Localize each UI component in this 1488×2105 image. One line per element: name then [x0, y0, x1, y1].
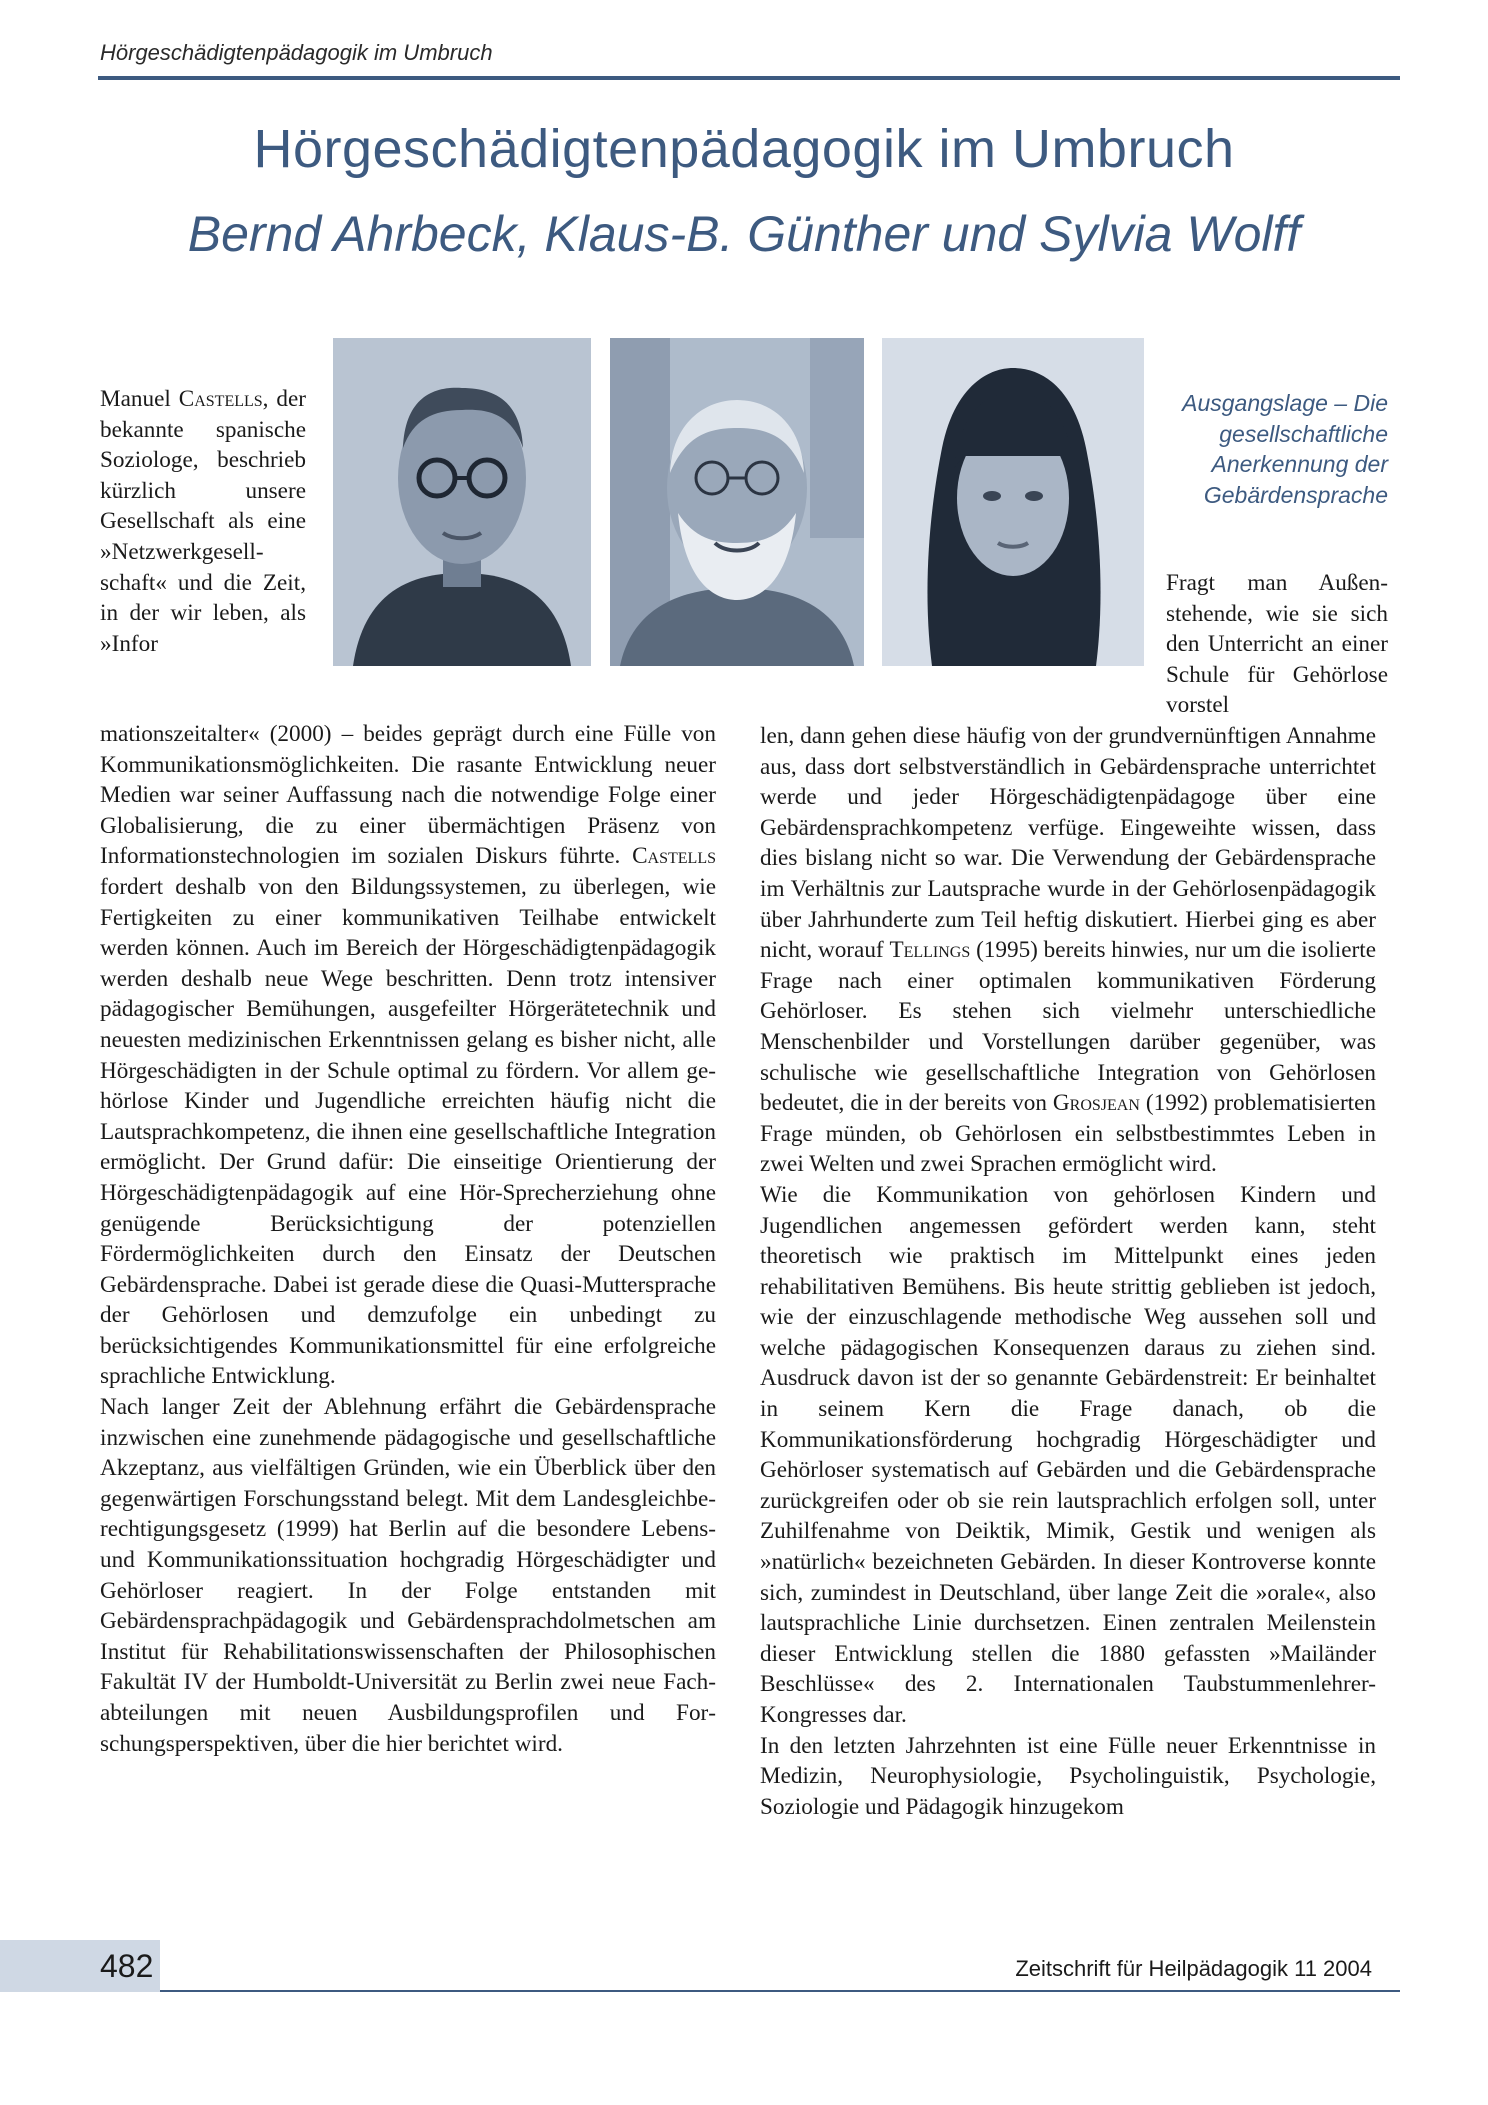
- right-intro: [1166, 568, 1388, 721]
- article-title: Hörgeschädigtenpädagogik im Umbruch: [253, 119, 1235, 179]
- intro-text-2: , der bekannte spanische Soziologe, beschrieb kürzlich unsere Gesellschaft als eine »Netzwerkgesellschaft« und die Zeit, in der wir leben, als »Infor: [100, 386, 306, 657]
- portrait-man-glasses-icon: [333, 338, 591, 666]
- author-photo-1: [333, 338, 591, 666]
- left-column: [100, 719, 716, 1759]
- author-ref-castells: Castells: [178, 386, 263, 412]
- journal-citation: Zeitschrift für Heilpädagogik 11 2004: [1015, 1956, 1372, 1981]
- paragraph: Fragt man Außenstehende, wie sie sich den Unterricht an einer Schule für Gehörlose vorstel: [1166, 570, 1388, 719]
- paragraph-text: fordert deshalb von den Bildungssystemen, zu überlegen, wie Fertigkeiten zu einer kommunikativen Teilhabe entwickelt werden können. Auch im Bereich der Hörgeschädigtenpädagogik werden deshalb neue Wege beschritten. Denn trotz intensiver pädagogischer Bemühungen, ausgefeilter Hörgerätetechnik und neuesten medizinischen Erkenntnissen gelang es bisher nicht, alle Hörgeschädigten in der Schule optimal zu fördern. Vor allem gehörlose Kinder und Jugendliche erreichten häufig nicht die Lautsprachkompetenz, die ihnen eine gesellschaftliche Integration ermöglicht. Der Grund dafür: Die einseitige Orientierung der Hörgeschädigtenpädagogik auf eine Hör-Sprecherziehung ohne genügende Berücksichtigung der potenziellen Fördermöglichkeiten durch den Einsatz der Deutschen Gebärdensprache. Dabei ist gerade diese die Quasi-Muttersprache der Gehörlosen und demzufolge ein unbedingt zu berücksichtigendes Kommunikationsmittel für eine erfolgreiche sprachliche Entwicklung.: [100, 873, 716, 1390]
- intro-paragraph: [100, 384, 306, 659]
- paragraph-text: (1995) bereits hinwies, nur um die isolierte Frage nach einer optimalen kommunikativen Förderung Gehörloser. Es stehen sich vielmehr unterschiedliche Menschenbilder und Vorstellungen darüber gegenüber, was schulische wie gesellschaftliche Integration von Gehörlosen bedeutet, die in der bereits von: [760, 937, 1376, 1117]
- author-photo-2: [610, 338, 864, 666]
- author-ref-castells: Castells: [632, 843, 716, 870]
- header-rule: [98, 76, 1400, 80]
- page-number: 482: [100, 1948, 154, 1984]
- paragraph: Wie die Kommunikation von gehörlosen Kindern und Jugendlichen angemessen gefördert werden kann, steht theoretisch wie praktisch im Mittelpunkt eines jeden rehabilitativen Bemühens. Bis heute strittig geblieben ist jedoch, wie der einzuschlagende methodische Weg aussehen soll und welche pädagogischen Konsequenzen daraus zu ziehen sind. Ausdruck davon ist der so genannte Gebärdenstreit: Er beinhaltet in seinem Kern die Frage danach, ob die Kommunikationsförderung hochgradig Hörgeschädigter und Gehörloser systematisch auf Gebärden und die Gebärdensprache zurückgreifen oder ob sie rein lautsprachlich erfolgen soll, unter Zuhilfenahme von Deiktik, Mimik, Gestik und wenigen als »natürlich« bezeichneten Gebärden. In dieser Kontroverse konnte sich, zumindest in Deutschland, über lange Zeit die »orale«, also lautsprachliche Linie durchsetzen. Einen zentralen Meilenstein dieser Entwicklung stellen die 1880 gefassten »Mailänder Beschlüsse« des 2. Internationalen Taubstummenlehrer-Kongresses dar.: [760, 1181, 1376, 1728]
- paragraph-text: (1992) problematisierten Frage münden, ob Gehörlosen ein selbstbestimmtes Leben in zwei Welten und zwei Sprachen ermöglicht wird.: [760, 1090, 1376, 1178]
- paragraph-text: len, dann gehen diese häufig von der grundvernünftigen Annahme aus, dass dort selbstverständlich in Gebärdensprache unterrichtet werde und jeder Hörgeschädigtenpädagoge über eine Gebärdensprachkompetenz verfüge. Eingeweihte wissen, dass dies bislang nicht so war. Die Verwendung der Gebärdensprache im Verhältnis zur Lautsprache wurde in der Gehörlosenpädagogik über Jahrhunderte zum Teil heftig diskutiert. Hierbei ging es aber nicht, worauf: [760, 723, 1376, 964]
- paragraph: [760, 721, 1376, 1180]
- article-authors: Bernd Ahrbeck, Klaus-B. Günther und Sylvia Wolff: [187, 206, 1301, 262]
- paragraph-text: mationszeitalter« (2000) – beides geprägt durch eine Fülle von Kommunikationsmöglichkeiten. Die rasante Entwicklung neuer Medien war seiner Auffassung nach die notwendige Folge einer Globalisierung, die zu einer übermächtigen Präsenz von Informationstechnologien im sozialen Diskurs führte.: [100, 721, 716, 870]
- portrait-woman-dark-hair-icon: [882, 338, 1144, 666]
- section-heading: Ausgangslage – Die gesellschaftliche Anerkennung der Gebärdensprache: [1182, 390, 1388, 508]
- running-head: Hörgeschädigtenpädagogik im Umbruch: [100, 40, 493, 65]
- paragraph: [100, 719, 716, 1392]
- author-ref-grosjean: Grosjean: [1052, 1090, 1140, 1117]
- intro-text-1: Manuel: [100, 386, 179, 412]
- author-ref-tellings: Tellings: [889, 937, 971, 964]
- paragraph: Nach langer Zeit der Ablehnung erfährt die Gebärdensprache inzwischen eine zunehmende pädagogische und gesellschaftliche Akzeptanz, aus vielfältigen Gründen, wie ein Überblick über den gegenwärtigen Forschungsstand belegt. Mit dem Landesgleichberechtigungsgesetz (1999) hat Berlin auf die besondere Lebens- und Kommunikationssituation hochgradig Hörgeschädigter und Gehörloser reagiert. In der Folge entstanden mit Gebärdensprachpädagogik und Gebärdensprachdolmetschen am Institut für Rehabilitationswissenschaften der Philosophischen Fakultät IV der Humboldt-Universität zu Berlin zwei neue Fachabteilungen mit neuen Ausbildungsprofilen und Forschungsperspektiven, über die hier berichtet wird.: [100, 1394, 716, 1757]
- author-photo-3: [882, 338, 1144, 666]
- footer-rule: [160, 1990, 1400, 1992]
- portrait-man-beard-icon: [610, 338, 864, 666]
- paragraph: In den letzten Jahrzehnten ist eine Fülle neuer Erkenntnisse in Medizin, Neurophysiologie, Psycholinguistik, Psychologie, Soziologie und Pädagogik hinzugekom: [760, 1732, 1376, 1820]
- intro-text: [100, 384, 306, 659]
- right-column: [760, 721, 1376, 1822]
